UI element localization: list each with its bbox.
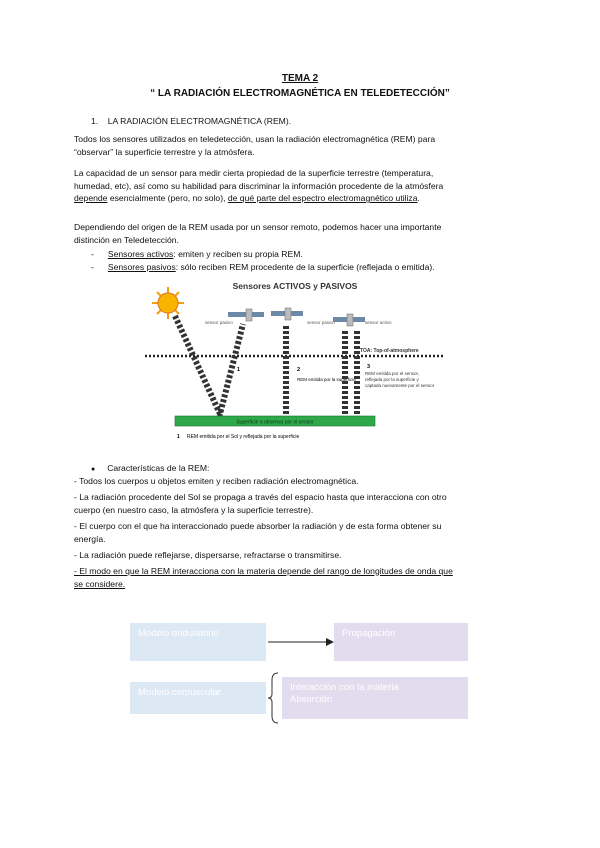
rem-emitted-label: REM emitida por la superficie: [297, 377, 356, 382]
list-item: - El modo en que la REM interacciona con la materia depende del rango de longitudes de onda que: [74, 565, 453, 576]
box-modelo-ondulatorio: Modelo ondulatorio: [130, 623, 266, 661]
list-item: energía.: [74, 534, 106, 545]
ray-reflected: [175, 316, 243, 414]
ray-number-1: 1: [237, 367, 241, 373]
caption: REM emitida por el Sol y reflejada por la superficie: [187, 434, 300, 440]
rem-active-label: REM emitida por el sensor, reflejada por la superficie y captada nuevamente por el sensor: [365, 371, 435, 388]
list-item: cuerpo (en nuestro caso, la atmósfera y la superficie terrestre).: [74, 505, 314, 516]
label-passive-1: sensor pasivo: [205, 320, 233, 325]
document-subtitle: “ LA RADIACIÓN ELECTROMAGNÉTICA EN TELEDETECCIÓN”: [150, 88, 450, 99]
list-item: - El cuerpo con el que ha interaccionado puede absorber la radiación y de esta forma obtener su: [74, 520, 442, 531]
document-title: TEMA 2: [281, 73, 319, 84]
sensors-figure: [145, 276, 445, 446]
satellite-active-icon: [333, 314, 365, 326]
brace-icon: [268, 672, 280, 724]
list-item: - La radiación puede reflejarse, dispersarse, refractarse o transmitirse.: [74, 549, 342, 560]
paragraph-1: Todos los sensores utilizados en teledetección, usan la radiación electromagnética (REM) para “observar” la superficie terrestre y la atmósfera.: [74, 134, 436, 157]
list-item: - Todos los cuerpos u objetos emiten y reciben radiación electromagnética.: [74, 476, 359, 486]
box-propagacion: Propagación: [334, 623, 468, 661]
paragraph-3: Dependiendo del origen de la REM usada por un sensor remoto, podemos hacer una importante distinción en Teledetección.: [74, 222, 442, 245]
list-item: - La radiación procedente del Sol se propaga a través del espacio hasta que interacciona con otro: [74, 491, 447, 502]
section-heading: 1. LA RADIACIÓN ELECTROMAGNÉTICA (REM).: [91, 116, 292, 126]
ray-number-2: 2: [297, 367, 301, 373]
characteristics-heading: ● Características de la REM:: [91, 463, 210, 473]
list-item: se considere.: [74, 579, 126, 590]
paragraph-2: La capacidad de un sensor para medir cierta propiedad de la superficie terrestre (temperatura, humedad, etc), así como su habilidad para discriminar la información procedente de la atmósfera depende esencialmente (pero, no solo), de qué parte del espectro electromagnético utiliza.: [74, 168, 444, 204]
figure-title: Sensores ACTIVOS y PASIVOS: [232, 281, 358, 291]
list-item: - Sensores activos: emiten y reciben su propia REM.: [91, 249, 303, 259]
label-passive-2: sensor pasivo: [307, 320, 335, 325]
arrow-right-icon: [268, 636, 334, 648]
toa-label: TOA: Top-of-atmosphere: [360, 348, 419, 354]
characteristics-list: [74, 475, 453, 591]
satellite-passive-1-icon: [228, 309, 264, 321]
box-modelo-corpuscular: Modelo corpuscular: [130, 682, 266, 714]
list-item: - Sensores pasivos: sólo reciben REM procedente de la superficie (reflejada o emitida).: [91, 261, 435, 272]
rem-active-label-box: [365, 371, 435, 413]
caption-number: 1: [177, 434, 180, 440]
sensor-list: [91, 248, 435, 273]
box-interaccion: Interacción con la materia Absorción: [282, 677, 468, 719]
ray-number-3: 3: [367, 364, 371, 370]
satellite-passive-2-icon: [271, 308, 303, 320]
sun-icon: [152, 287, 184, 319]
label-active: sensor activo: [365, 320, 392, 325]
surface-label: Superficie a observar por el sensor: [236, 419, 314, 426]
